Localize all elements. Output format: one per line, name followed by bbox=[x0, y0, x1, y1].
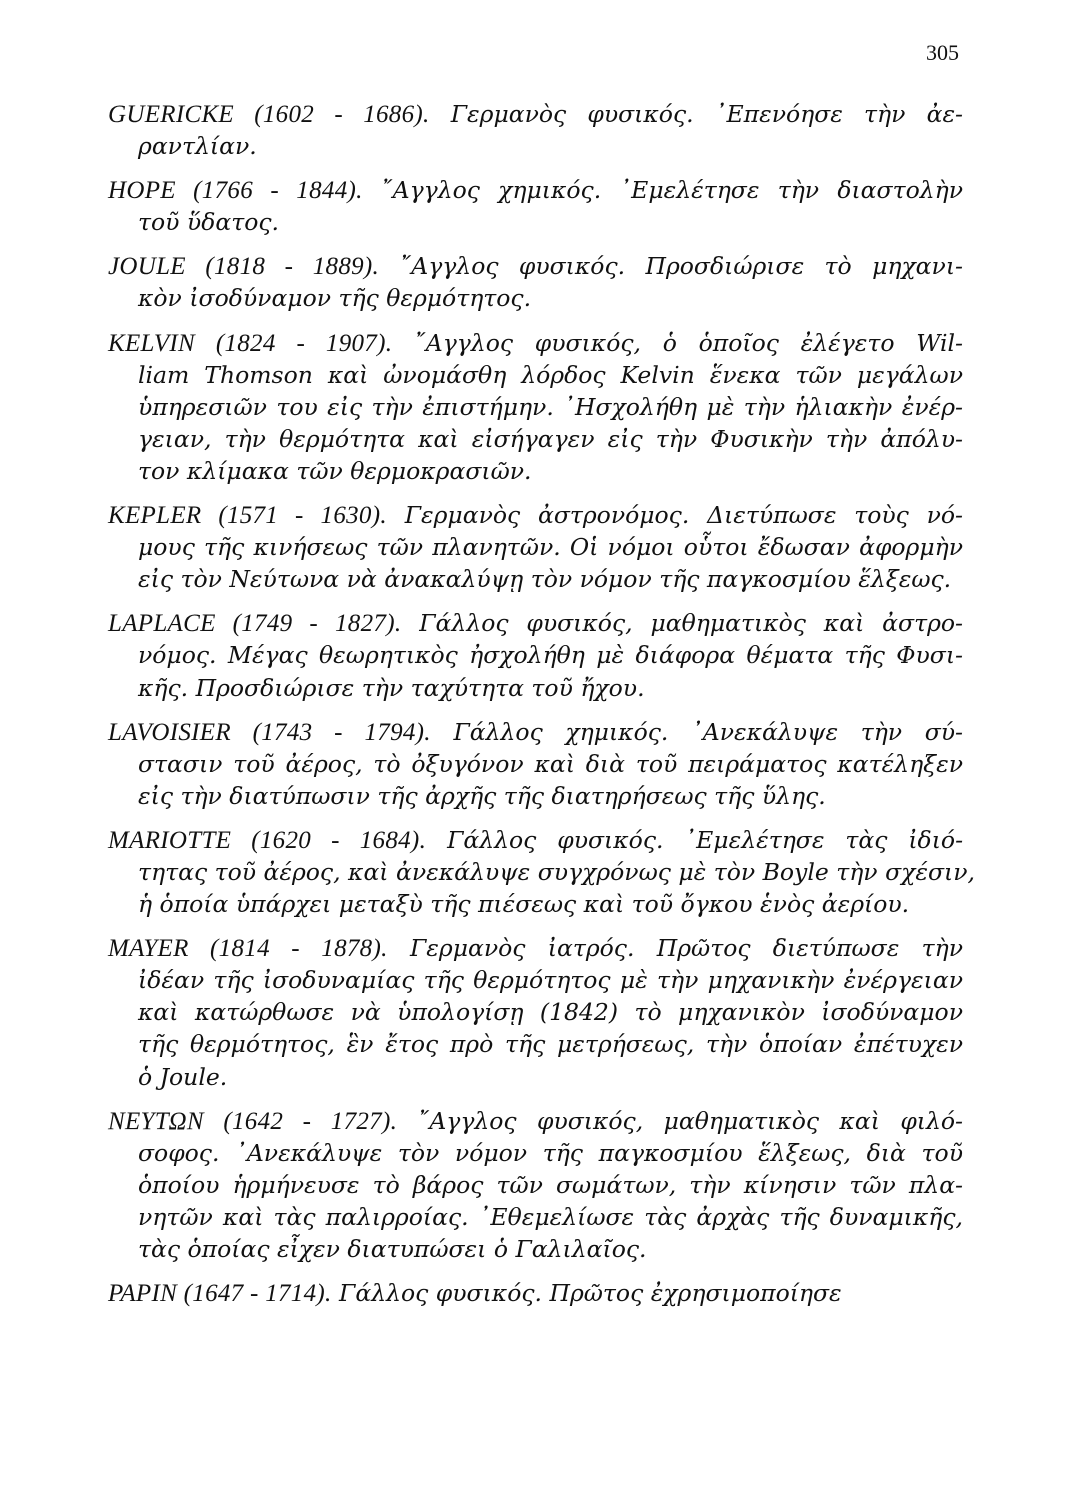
entry-line bbox=[108, 672, 963, 704]
entry-text: ῎Αγγλος φυσικός. Προσδιώρισε τὸ μηχανι- bbox=[379, 252, 963, 281]
entry-text: ἰδέαν τῆς ἰσοδυναμίας τῆς θερμότητος μὲ τὴν μηχανικὴν ἐνέργειαν bbox=[138, 966, 963, 995]
entry-text: Γάλλος φυσικός. ᾿Εμελέτησε τὰς ἰδιό- bbox=[426, 825, 964, 854]
entry-heading: JOULE (1818 - 1889). bbox=[108, 253, 380, 281]
entry-heading: KELVIN (1824 - 1907). bbox=[108, 329, 393, 357]
entry-first-line bbox=[108, 1277, 963, 1309]
entry-text: στασιν τοῦ ἀέρος, τὸ ὀξυγόνον καὶ διὰ τοῦ πειράματος κατέληξεν bbox=[138, 749, 963, 778]
entry-first-line bbox=[108, 1105, 963, 1137]
entry-text: τὰς ὁποίας εἶχεν διατυπώσει ὁ Γαλιλαῖος. bbox=[138, 1235, 647, 1263]
entry-first-line bbox=[108, 499, 963, 531]
entry-line bbox=[108, 531, 963, 563]
entry-line bbox=[108, 563, 963, 595]
entry-line bbox=[108, 1233, 963, 1265]
entry-first-line bbox=[108, 327, 963, 359]
entry-text: εἰς τὴν διατύπωσιν τῆς ἀρχῆς τῆς διατηρήσεως τῆς ὕλης. bbox=[138, 781, 826, 810]
entry-text: τῆς θερμότητος, ἓν ἔτος πρὸ τῆς μετρήσεως, τὴν ὁποίαν ἐπέτυχεν bbox=[138, 1030, 963, 1059]
biography-entry bbox=[108, 499, 963, 595]
entry-line bbox=[108, 282, 963, 314]
entry-text: καὶ κατώρθωσε νὰ ὑπολογίσῃ (1842) τὸ μηχανικὸν ἰσοδύναμον bbox=[138, 998, 963, 1027]
entry-line bbox=[108, 1169, 963, 1201]
entry-line bbox=[108, 423, 963, 455]
page-number: 305 bbox=[926, 40, 959, 65]
biography-entry bbox=[108, 327, 963, 487]
entry-text: κὸν ἰσοδύναμον τῆς θερμότητος. bbox=[138, 284, 532, 313]
entry-text: νητῶν καὶ τὰς παλιρροίας. ᾿Εθεμελίωσε τὰς ἀρχὰς τῆς δυναμικῆς, bbox=[138, 1202, 963, 1231]
entry-text: σοφος. ᾿Ανεκάλυψε τὸν νόμον τῆς παγκοσμίου ἕλξεως, διὰ τοῦ bbox=[138, 1138, 963, 1167]
entry-line bbox=[108, 1028, 963, 1060]
entry-heading: KEPLER (1571 - 1630). bbox=[108, 502, 387, 530]
entry-text: ὑπηρεσιῶν του εἰς τὴν ἐπιστήμην. ᾿Ησχολήθη μὲ τὴν ἡλιακὴν ἐνέρ- bbox=[138, 392, 963, 421]
entry-text: τοῦ ὕδατος. bbox=[138, 208, 279, 237]
biography-entry bbox=[108, 607, 963, 703]
entry-line bbox=[108, 359, 963, 391]
entry-line bbox=[108, 748, 963, 780]
entry-text: ἡ ὁποία ὑπάρχει μεταξὺ τῆς πιέσεως καὶ τοῦ ὄγκου ἑνὸς ἀερίου. bbox=[138, 890, 910, 919]
biography-entry bbox=[108, 98, 963, 162]
entry-text: Γερμανὸς ἰατρός. Πρῶτος διετύπωσε τὴν bbox=[387, 934, 964, 963]
entry-text: liam Thomson καὶ ὠνομάσθη λόρδος Kelvin ἕνεκα τῶν μεγάλων bbox=[138, 360, 963, 389]
entry-line bbox=[108, 206, 963, 238]
entry-text: Γερμανὸς φυσικός. ᾿Επενόησε τὴν ἀε- bbox=[429, 100, 963, 128]
entry-first-line bbox=[108, 824, 963, 856]
entry-first-line bbox=[108, 174, 963, 206]
entry-text: κῆς. Προσδιώρισε τὴν ταχύτητα τοῦ ἤχου. bbox=[138, 673, 645, 702]
entry-text: ῎Αγγλος χημικός. ᾿Εμελέτησε τὴν διαστολὴν bbox=[362, 176, 964, 205]
entry-first-line bbox=[108, 716, 963, 748]
entry-text: νόμος. Μέγας θεωρητικὸς ἠσχολήθη μὲ διάφορα θέματα τῆς Φυσι- bbox=[138, 641, 963, 670]
entry-heading: PAPIN (1647 - 1714). bbox=[108, 1280, 332, 1308]
entry-heading: MAYER (1814 - 1878). bbox=[108, 935, 388, 963]
entry-first-line bbox=[108, 98, 963, 130]
entry-line bbox=[108, 391, 963, 423]
entry-line bbox=[108, 130, 963, 162]
biography-entry bbox=[108, 1105, 963, 1265]
biography-entry bbox=[108, 716, 963, 812]
entry-text: ῎Αγγλος φυσικός, ὁ ὁποῖος ἐλέγετο Wil- bbox=[392, 328, 963, 357]
entry-text: Γάλλος χημικός. ᾿Ανεκάλυψε τὴν σύ- bbox=[430, 717, 963, 746]
biography-entry bbox=[108, 250, 963, 314]
biography-entries bbox=[108, 98, 975, 1309]
entry-line bbox=[108, 780, 963, 812]
entry-line bbox=[108, 996, 963, 1028]
entry-heading: LAVOISIER (1743 - 1794). bbox=[108, 718, 431, 746]
entry-text: εἰς τὸν Νεύτωνα νὰ ἀνακαλύψῃ τὸν νόμον τῆς παγκοσμίου ἕλξεως. bbox=[138, 565, 952, 594]
entry-heading: HOPE (1766 - 1844). bbox=[108, 177, 363, 205]
entry-first-line bbox=[108, 607, 963, 639]
entry-first-line bbox=[108, 250, 963, 282]
entry-line bbox=[108, 639, 963, 671]
entry-line bbox=[108, 1061, 963, 1093]
entry-text: Γάλλος φυσικός. Πρῶτος ἐχρησιμοποίησε bbox=[331, 1279, 842, 1308]
entry-text: γειαν, τὴν θερμότητα καὶ εἰσήγαγεν εἰς τὴν Φυσικὴν τὴν ἀπόλυ- bbox=[138, 424, 963, 453]
entry-line bbox=[108, 1137, 963, 1169]
entry-text: Γάλλος φυσικός, μαθηματικὸς καὶ ἀστρο- bbox=[401, 609, 963, 638]
entry-text: τον κλίμακα τῶν θερμοκρασιῶν. bbox=[138, 456, 532, 485]
entry-text: ὁποίου ἡρμήνευσε τὸ βάρος τῶν σωμάτων, τὴν κίνησιν τῶν πλα- bbox=[138, 1170, 963, 1199]
biography-entry bbox=[108, 932, 963, 1092]
entry-text: τητας τοῦ ἀέρος, καὶ ἀνεκάλυψε συγχρόνως μὲ τὸν Boyle τὴν σχέσιν, bbox=[138, 857, 975, 886]
entry-text: ὁ Joule. bbox=[138, 1062, 228, 1091]
biography-entry bbox=[108, 824, 975, 920]
entry-line bbox=[108, 455, 963, 487]
entry-line bbox=[108, 888, 963, 920]
entry-first-line bbox=[108, 932, 963, 964]
entry-heading: MARIOTTE (1620 - 1684). bbox=[108, 826, 427, 854]
entry-heading: ΝΕΥΤΩΝ (1642 - 1727). bbox=[108, 1107, 398, 1135]
entry-text: ῎Αγγλος φυσικός, μαθηματικὸς καὶ φιλό- bbox=[397, 1106, 963, 1135]
entry-text: ραντλίαν. bbox=[138, 132, 257, 161]
biography-entry bbox=[108, 1277, 963, 1309]
entry-line bbox=[108, 964, 963, 996]
entry-heading: LAPLACE (1749 - 1827). bbox=[108, 610, 402, 638]
entry-line bbox=[108, 1201, 963, 1233]
entry-text: μους τῆς κινήσεως τῶν πλανητῶν. Οἱ νόμοι οὗτοι ἔδωσαν ἀφορμὴν bbox=[138, 533, 963, 562]
entry-text: Γερμανὸς ἀστρονόμος. Διετύπωσε τοὺς νό- bbox=[386, 501, 963, 530]
entry-line bbox=[108, 856, 975, 888]
entry-heading: GUERICKE (1602 - 1686). bbox=[108, 101, 430, 128]
biography-entry bbox=[108, 174, 963, 238]
